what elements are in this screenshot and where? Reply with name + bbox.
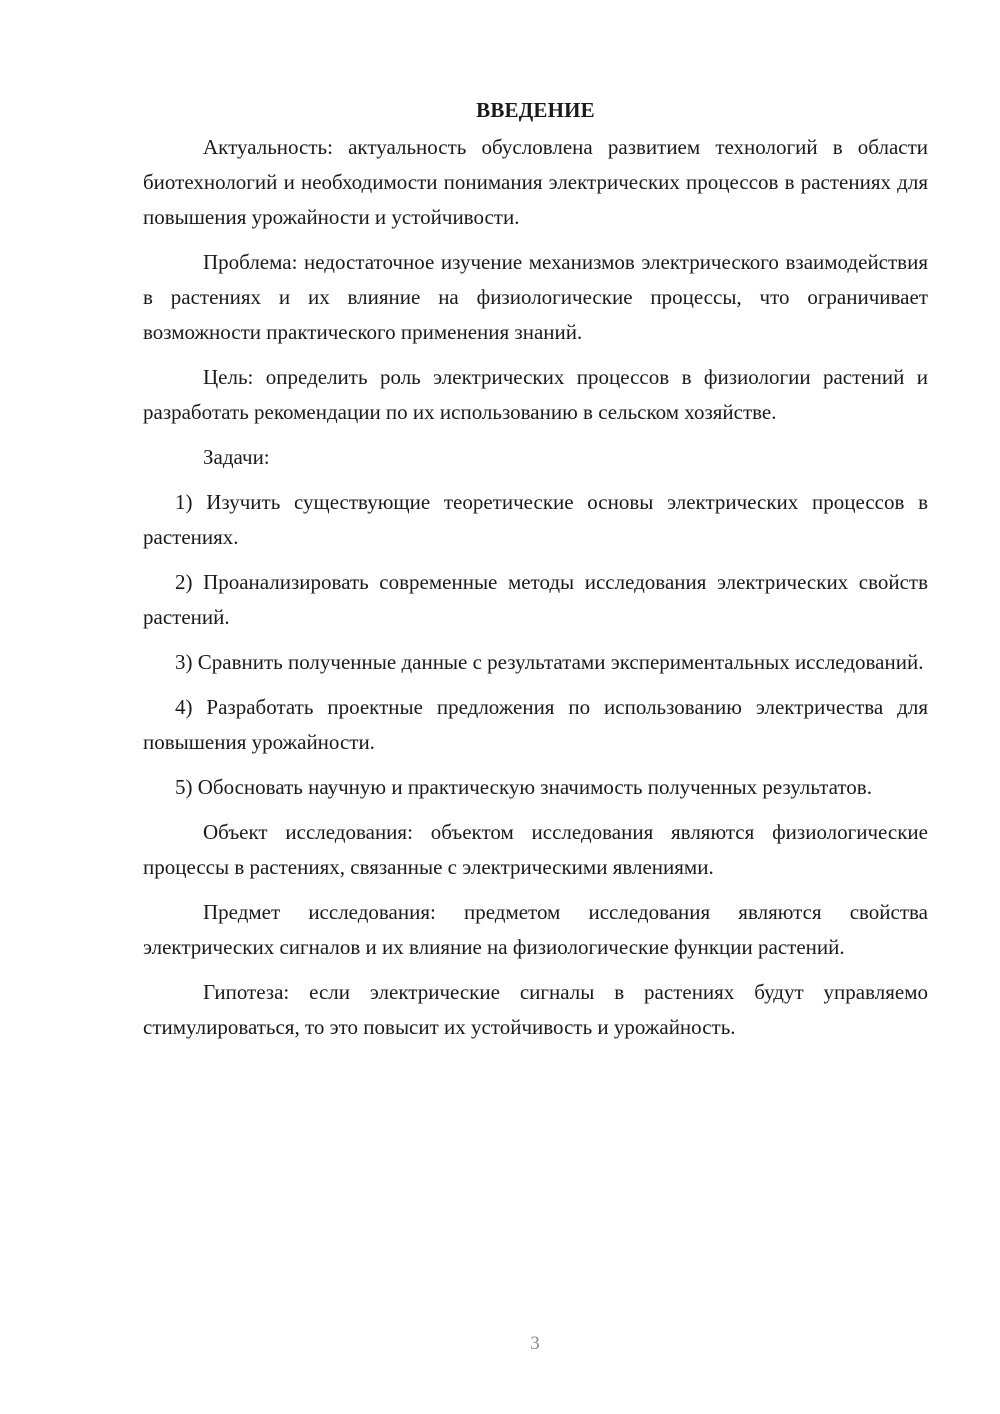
- task-item-2: 2) Проанализировать современные методы исследования электрических свойств растений.: [143, 570, 928, 629]
- paragraph-subject: Предмет исследования: предметом исследования являются свойства электрических сигналов и их влияние на физиологические функции растений.: [143, 900, 928, 959]
- paragraph-problem: Проблема: недостаточное изучение механизмов электрического взаимодействия в растениях и их влияние на физиологические процессы, что ограничивает возможности практического применения знаний.: [143, 250, 928, 344]
- task-item-3: 3) Сравнить полученные данные с результатами экспериментальных исследований.: [175, 650, 924, 674]
- task-item-1: 1) Изучить существующие теоретические основы электрических процессов в растениях.: [143, 490, 928, 549]
- paragraph-object: Объект исследования: объектом исследования являются физиологические процессы в растениях, связанные с электрическими явлениями.: [143, 820, 928, 879]
- document-page: [143, 92, 928, 1055]
- document-heading: ВВЕДЕНИЕ: [476, 98, 595, 122]
- paragraph-goal: Цель: определить роль электрических процессов в физиологии растений и разработать рекомендации по их использованию в сельском хозяйстве.: [143, 365, 928, 424]
- task-item-4: 4) Разработать проектные предложения по использованию электричества для повышения урожайности.: [143, 695, 928, 754]
- task-item-5: 5) Обосновать научную и практическую значимость полученных результатов.: [175, 775, 872, 799]
- paragraph-tasks-label: Задачи:: [203, 445, 270, 469]
- paragraph-relevance: Актуальность: актуальность обусловлена развитием технологий в области биотехнологий и необходимости понимания электрических процессов в растениях для повышения урожайности и устойчивости.: [143, 135, 928, 229]
- paragraph-hypothesis: Гипотеза: если электрические сигналы в растениях будут управляемо стимулироваться, то это повысит их устойчивость и урожайность.: [143, 980, 928, 1039]
- page-number: 3: [530, 1333, 540, 1354]
